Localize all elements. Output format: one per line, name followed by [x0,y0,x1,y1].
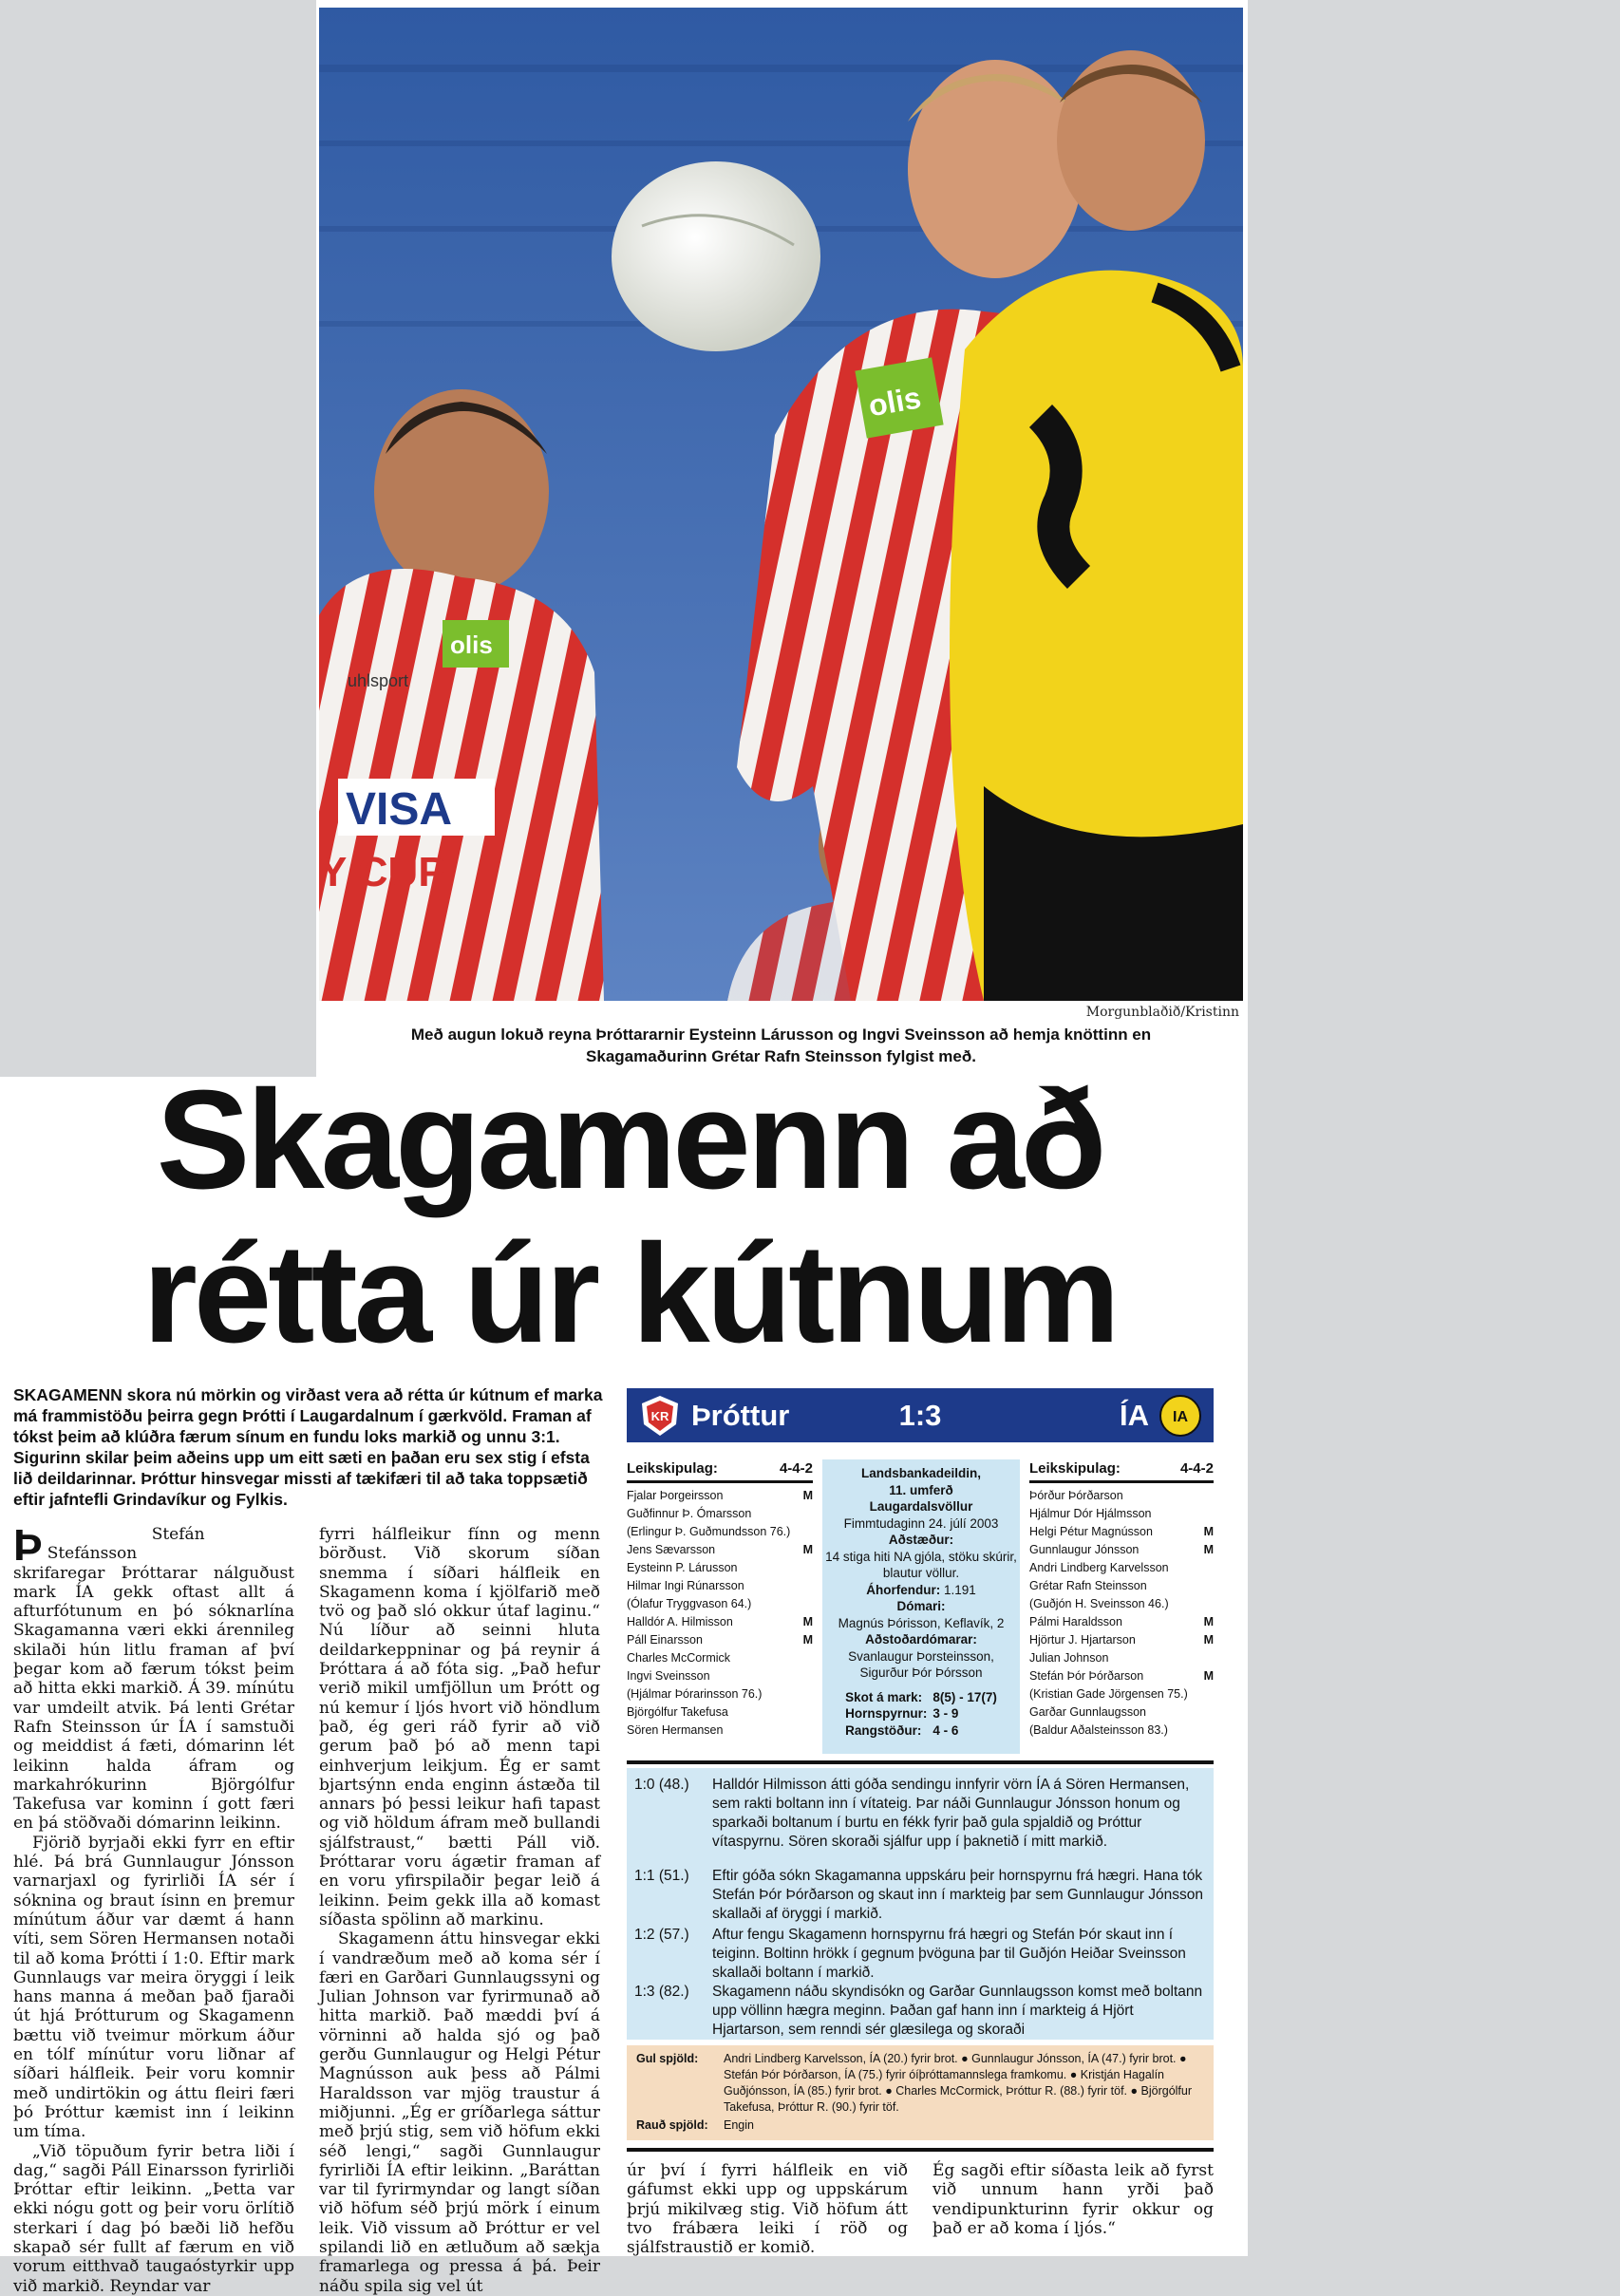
player-row [1029,1577,1214,1595]
goal-text: Aftur fengu Skagamenn hornspyrnu frá hægri og Stefán Þór skaut inn í teiginn. Boltinn hrökk í gegnum þvöguna þar til Guðjón Heiðar Sveinsson skallaði boltann í markið. [712,1927,1186,1981]
player-row [1029,1595,1214,1613]
home-team: Þróttur [691,1399,790,1432]
player-row [1029,1722,1214,1740]
stat-value: 4 - 6 [932,1722,959,1738]
goal-text: Eftir góða sókn Skagamanna uppskáru þeir hornspyrnu frá hægri. Hana tók Stefán Þór Þórðarson og skaut inn í markteig þar sem Gunnlaugur Jónsson skallaði af öryggi í markið. [712,1868,1203,1922]
goal-text: Skagamenn náðu skyndisókn og Garðar Gunnlaugsson komst með boltann upp völlinn hægra meginn. Þaðan gaf hann inn í markteig á Hjört Hjartarson, sem renndi sér glæsilega og skoraði [712,1984,1203,2038]
referee: Magnús Þórisson, Keflavík, 2 [838,1615,1005,1630]
goal-entry [634,1983,1204,2040]
article-column-1 [13,1520,294,2296]
red-cards-label: Rauð spjöld: [636,2118,708,2132]
player-row [627,1649,813,1667]
scorebox [627,1388,1214,1442]
caption-line-1: Með augun lokuð reyna Þróttararnir Eysteinn Lárusson og Ingvi Sveinsson að hemja knöttinn en [410,1026,1152,1044]
player-row [627,1685,813,1703]
player-name: Björgólfur Takefusa [627,1705,728,1719]
assistants-label: Aðstoðardómarar: [865,1632,977,1647]
home-lineup [627,1459,813,1740]
venue: Laugardalsvöllur [869,1499,973,1514]
player-row [1029,1685,1214,1703]
player-row [627,1559,813,1577]
col2-paragraph-2: Skagamenn áttu hinsvegar ekki í vandræðum með að koma sér í færi en Garðari Gunnlaugssyni og Julian Johnson var fyrirmunað að hitta markið. Það mæddi því á vörninni að halda sjó og það gerðu Gunnlaugur og Helgi Pétur Magnússon auk þess að Pálmi Haraldsson var mjög traustur á miðjunni. „Ég er gríðarlega sáttur með þrjú stig, sem við höfum ekki séð lengi,“ sagði Gunnlaugur fyrirliði ÍA eftir leikinn. „Baráttan var til fyrirmyndar og langt síðan við höfum séð þrjú mörk í einum leik. Við vissum að Þróttur er vel spilandi lið en ætluðum að sækja framarlega og pressa á þá. Þeir náðu spila sig vel út [319,1929,600,2296]
goal-time: 1:3 (82.) [634,1984,689,2000]
stat-label: Skot á mark: [845,1689,923,1704]
scorebox-header [627,1388,1214,1442]
final-score: 1:3 [898,1399,942,1432]
player-row [1029,1613,1214,1631]
player-mark: M [1203,1525,1214,1538]
player-row [627,1703,813,1722]
player-mark: M [802,1543,813,1556]
player-row [1029,1523,1214,1541]
shirt-text-visa: VISA [346,784,453,835]
ia-logo-icon [1158,1394,1202,1438]
away-lineup-label: Leikskipulag: [1029,1460,1121,1477]
player-name: Charles McCormick [627,1651,731,1665]
yellow-cards-text: Andri Lindberg Karvelsson, ÍA (20.) fyrir brot. ● Gunnlaugur Jónsson, ÍA (47.) fyrir brot. ● Stefán Þór Þórðarson, ÍA (75.) fyrir óíþróttamannslega framkomu. ● Kristján Hagalín Guðjónsson, ÍA (85.) fyrir brot. ● Charles McCormick, Þróttur R. (88.) fyrir töf. ● Björgólfur Takefusa, Þróttur R. (90.) fyrir töf. [724,2052,1193,2114]
player-name: (Ólafur Tryggvason 64.) [627,1597,752,1610]
player-name: (Erlingur Þ. Guðmundsson 76.) [627,1525,791,1538]
goal-entry [634,1926,1204,1983]
lead-text: skora nú mörkin og virðast vera að rétta úr kútnum ef marka má frammistöðu þeirra gegn Þrótti í Laugardalnum í gærkvöld. Framan af tókst þeim að klúðra færum sínum en fundu loks markið og unnu 3:1. Sigurinn skilar þeim aðeins upp um eitt sæti en þaðan eru sex stig í efsta lið deildarinnar. Þróttur hinsvegar missti af tækifæri til að taka toppsætið eftir jafntefli Grindavíkur og Fylkis. [13,1385,603,1509]
goal-entry [634,1867,1204,1924]
player-name: Garðar Gunnlaugsson [1029,1705,1146,1719]
match-date: Fimmtudaginn 24. júlí 2003 [843,1515,999,1531]
player-row [1029,1541,1214,1559]
col1-paragraph-3: „Við töpuðum fyrir betra liði í dag,“ sagði Páll Einarsson fyrirliði Þróttar eftir leikinn. „Þetta var ekki nógu gott og þeir voru örlítið sterkari í dag þó bæði lið hefðu skapað sér fullt af færum en við vorum eitthvað taugaóstyrkir upp við markið. Reyndar var [13,2141,294,2296]
stat-row [842,1722,1000,1740]
lead-paragraph [13,1384,604,1510]
shirt-text-olis-center: olis [865,380,924,423]
player-name: Gunnlaugur Jónsson [1029,1543,1140,1556]
trottur-logo-text: KR [650,1409,669,1423]
referee-label: Dómari: [896,1599,946,1613]
player-row [627,1541,813,1559]
player-name: (Baldur Aðalsteinsson 83.) [1029,1723,1168,1737]
attendance-label: Áhorfendur: [866,1582,941,1597]
player-name: Stefán Þór Þórðarson [1029,1669,1144,1683]
cards-panel [627,2045,1214,2140]
player-row [627,1523,813,1541]
goals-panel [627,1768,1214,2040]
goal-time: 1:2 (57.) [634,1927,689,1943]
goal-time: 1:1 (51.) [634,1868,689,1884]
player-name: Páll Einarsson [627,1633,703,1647]
player-name: (Kristian Gade Jörgensen 75.) [1029,1687,1188,1701]
league: Landsbankadeildin, [860,1466,982,1480]
player-row [627,1595,813,1613]
home-formation: 4-4-2 [779,1460,813,1477]
player-name: Sören Hermansen [627,1723,724,1737]
round: 11. umferð [889,1482,953,1497]
assistant-2: Sigurður Þór Þórsson [859,1666,983,1680]
goal-entry [634,1776,1204,1852]
player-name: Hjálmur Dór Hjálmsson [1029,1507,1152,1520]
yellow-cards-label: Gul spjöld: [636,2052,699,2065]
red-cards-text: Engin [724,2118,754,2132]
byline-name: Stefán Stefánsson [47,1525,205,1564]
player-row [1029,1703,1214,1722]
player-name: Eysteinn P. Lárusson [627,1561,738,1574]
player-row [627,1613,813,1631]
home-lineup-label: Leikskipulag: [627,1460,718,1477]
match-info [822,1459,1020,1754]
player-mark: M [802,1633,813,1647]
player-row [627,1577,813,1595]
col3-paragraph-1: úr því í fyrri hálfleik en við gáfumst ekki upp og uppskárum þrjú mikilvæg stig. Við höfum átt tvo frábæra leiki í röð og sjálfstraustið er komið. [627,2161,908,2258]
photo-credit: Morgunblaðið/Kristinn [1085,1005,1239,1020]
stat-row [842,1689,1000,1706]
col1-paragraph-1: egar Þróttarar nálguðust mark ÍA gekk oftast allt á afturfótunum en þó sóknarlína Skagamanna væri ekki árennileg skilaði hún litlu framan af því þegar kom að færum tókst þeim að hitta ekki markið. Á 39. mínútu var umdeilt atvik. Þá lenti Grétar Rafn Steinsson úr ÍA í samstuði og meiddist á fæti, dómarinn lét leikinn halda áfram og markahrókurinn Björgólfur Takefusa var kominn í gott færi en þá stöðvaði dómarinn leikinn. [13,1563,294,1834]
player-name: Jens Sævarsson [627,1543,716,1556]
player-name: Grétar Rafn Steinsson [1029,1579,1147,1592]
player-mark: M [1203,1543,1214,1556]
caption-line-2: Skagamaðurinn Grétar Rafn Steinsson fylgist með. [586,1047,976,1065]
player-row [627,1631,813,1649]
player-name: Fjalar Þorgeirsson [627,1489,724,1502]
match-photo [319,8,1243,1001]
ia-logo-text: IA [1173,1409,1188,1425]
player-name: Helgi Pétur Magnússon [1029,1525,1153,1538]
shirt-text-cup: Y CUP [319,849,446,895]
player-mark: M [802,1489,813,1502]
player-name: Þórður Þórðarson [1029,1489,1123,1502]
stat-row [842,1705,1000,1722]
player-row [627,1722,813,1740]
article-column-3 [627,2161,908,2257]
player-row [1029,1559,1214,1577]
player-name: (Guðjón H. Sveinsson 46.) [1029,1597,1169,1610]
player-row [1029,1487,1214,1505]
stat-value: 8(5) - 17(7) [932,1689,997,1704]
player-name: Julian Johnson [1029,1651,1109,1665]
stat-value: 3 - 9 [932,1706,959,1721]
assistant-1: Svanlaugur Þorsteinsson, [848,1648,994,1664]
player-name: Hjörtur J. Hjartarson [1029,1633,1136,1647]
lead-strong: SKAGAMENN [13,1385,122,1404]
col2-paragraph-1: fyrri hálfleikur fínn og menn börðust. Við skorum síðan snemma í síðari hálfleik en Skagamenn koma í kjölfarið með tvö og það sló okkur útaf laginu.“ Nú líður að seinni hluta deildarkeppninar og þá reynir á Þróttara á að fóta sig. „Það hefur verið mikil umfjöllun um Þrótt og nú kemur í ljós hvort við höndlum það, ég geri ráð fyrir að við gerum það þó að menn tapi einhverjum leikjum. Ég er samt bjartsýnn enda enginn ástæða til annars þó þessi leikur hafi tapast og við höldum áfram með bullandi sjálfstraust,“ bætti Páll við. Þróttarar voru ágætir framan af en voru yfirspilaðir þegar leið á leikinn. Þeim gekk illa að komast síðasta spölinn að markinu. [319,1525,600,1929]
article-column-2 [319,1525,600,2296]
player-row [627,1667,813,1685]
player-name: (Hjálmar Þórarinsson 76.) [627,1687,763,1701]
attendance: 1.191 [943,1582,976,1597]
drop-cap: Þ [13,1520,43,1570]
player-name: Andri Lindberg Karvelsson [1029,1561,1169,1574]
player-name: Pálmi Haraldsson [1029,1615,1122,1628]
away-lineup [1029,1459,1214,1740]
player-name: Ingvi Sveinsson [627,1669,710,1683]
player-mark: M [1203,1615,1214,1628]
article-column-4 [932,2161,1214,2238]
player-mark: M [802,1615,813,1628]
stat-label: Hornspyrnur: [845,1706,928,1721]
goal-text: Halldór Hilmisson átti góða sendingu innfyrir vörn ÍA á Sören Hermansen, sem rakti boltann inn í vítateig. Þar náði Gunnlaugur Jónsson honum og sparkaði boltanum í burtu en fékk fyrir það gula spjaldið og Þróttur vítaspyrnu. Sören skoraði sjálfur upp í þaknetið í mitt markið. [712,1777,1190,1850]
player-row [1029,1649,1214,1667]
player-name: Hilmar Ingi Rúnarsson [627,1579,744,1592]
match-stats [842,1689,1000,1740]
player-name: Halldór A. Hilmisson [627,1615,733,1628]
stat-label: Rangstöður: [845,1722,922,1738]
player-row [1029,1667,1214,1685]
col4-paragraph-1: Ég sagði eftir síðasta leik að fyrst við unnum hann yrði það vendipunkturinn fyrir okkur og það er að koma í ljós.“ [932,2161,1214,2238]
shirt-text-uhlsport: uhlsport [348,671,409,690]
headline-line-1: Skagamenn að [156,1062,1103,1218]
byline-role: skrifar [13,1563,68,1583]
goals-top-rule [627,1760,1214,1764]
player-row [1029,1631,1214,1649]
player-mark: M [1203,1633,1214,1647]
headline [19,1063,1240,1371]
player-name: Guðfinnur Þ. Ómarsson [627,1507,752,1520]
away-formation: 4-4-2 [1179,1460,1214,1477]
conditions-label: Aðstæður: [888,1533,954,1547]
player-row [627,1487,813,1505]
bottom-rule [627,2148,1214,2152]
player-row [1029,1505,1214,1523]
col1-paragraph-2: Fjörið byrjaði ekki fyrr en eftir hlé. Þá brá Gunnlaugur Jónsson varnarjaxl og fyrirliði ÍA sér í sóknina og braut ísinn en þremur mínútum áður var dæmt á hann víti, sem Sören Hermansen notaði til að koma Þrótti í 1:0. Eftir mark Gunnlaugs var meira öryggi í leik hans manna á meðan það fjaraði út hjá Þrótturum og Skagamenn bættu við tveimur mörkum áður en tólf mínútur voru liðnar af síðari hálfleik. Þeir voru komnir með undirtökin og áttu fleiri færi þó Þróttur kæmist inn í leikinn um tíma. [13,1833,294,2142]
away-team: ÍA [1120,1399,1149,1432]
player-mark: M [1203,1669,1214,1683]
goal-time: 1:0 (48.) [634,1777,689,1793]
player-row [627,1505,813,1523]
shirt-text-olis-left: olis [450,630,493,659]
conditions: 14 stiga hiti NA gjóla, stöku skúrir, blautur völlur. [825,1549,1017,1580]
headline-line-2: rétta úr kútnum [142,1215,1117,1372]
